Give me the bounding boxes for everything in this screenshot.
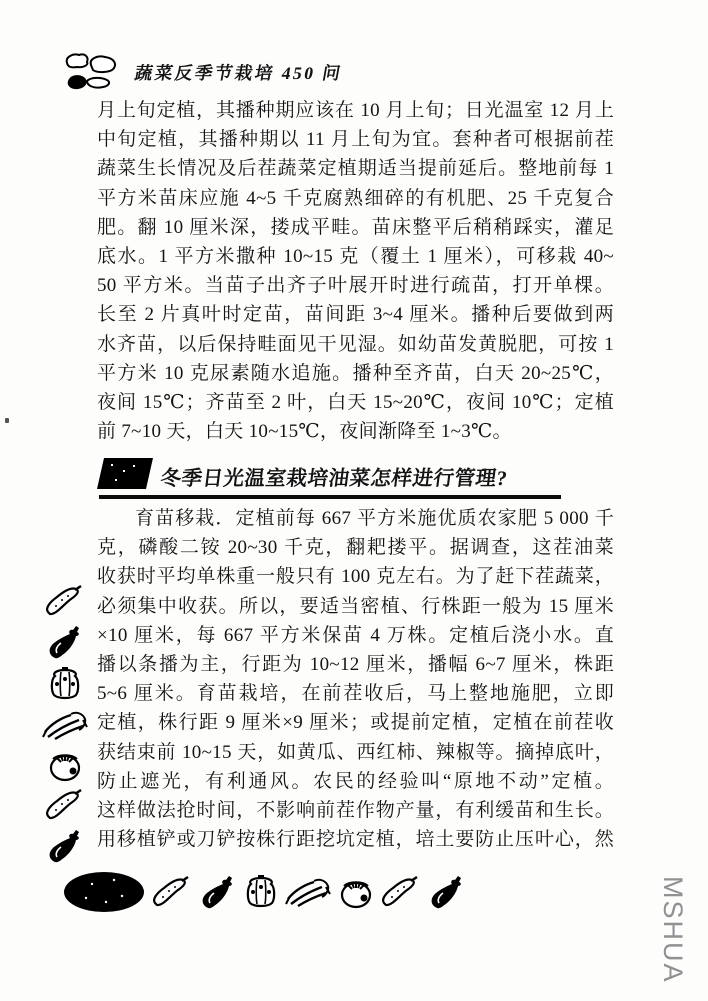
cabbage-icon <box>41 708 89 742</box>
eggplant-icon <box>45 624 85 660</box>
text-line: 50 平方米。当苗子出齐子叶展开时进行疏苗，打开单棵。 <box>97 275 614 297</box>
tomato-icon <box>337 875 375 909</box>
eggplant-icon <box>45 828 85 864</box>
bottom-vegetable-icons <box>62 870 467 914</box>
text-line: 夜间 15℃；齐苗至 2 叶，白天 15~20℃，夜间 10℃；定植 <box>97 391 614 413</box>
cucumber-icon <box>44 584 86 618</box>
black-parallelogram-icon <box>97 458 153 494</box>
text-line: 这样做法抢时间，不影响前茬作物产量，有利缓苗和生长。 <box>97 799 614 821</box>
section-heading-text: 冬季日光温室栽培油菜怎样进行管理? <box>159 468 509 490</box>
text-line: 用移植铲或刀铲按株行距挖坑定植，培土要防止压叶心，然 <box>97 829 614 851</box>
ink-speck <box>5 418 9 423</box>
text-line: 定植，株行距 9 厘米×9 厘米；或提前定植，定植在前茬收 <box>97 712 614 734</box>
text-line: 收获时平均单株重一般只有 100 克左右。为了赶下茬蔬菜， <box>97 566 614 588</box>
paragraph-1 <box>97 96 614 446</box>
bell-pepper-icon <box>47 666 83 702</box>
cucumber-icon <box>380 875 422 909</box>
cucumber-icon <box>44 788 86 822</box>
text-line: 5~6 厘米。育苗栽培，在前茬收后，马上整地施肥，立即 <box>97 683 614 705</box>
text-line: 中旬定植，其播种期以 11 月上旬为宜。套种者可根据前茬 <box>97 129 614 151</box>
heading-underline <box>99 495 561 499</box>
text-line: 防止遮光，有利通风。农民的经验叫“原地不动”定植。 <box>97 770 614 792</box>
text-line: ×10 厘米，每 667 平方米保苗 4 万株。定植后浇小水。直 <box>97 624 614 646</box>
text-line: 育苗移栽．定植前每 667 平方米施优质农家肥 5 000 千 <box>135 508 614 529</box>
text-line: 长至 2 片真叶时定苗，苗间距 3~4 厘米。播种后要做到两 <box>97 304 614 326</box>
text-line: 蔬菜生长情况及后茬蔬菜定植期适当提前延后。整地前每 1 <box>97 158 614 180</box>
text-line: 肥。翻 10 厘米深，搂成平畦。苗床整平后稍稍踩实，灌足 <box>97 216 614 238</box>
text-line: 月上旬定植，其播种期应该在 10 月上旬；日光温室 12 月上 <box>97 100 614 121</box>
margin-vegetable-icons <box>36 584 94 864</box>
tomato-icon <box>46 748 84 782</box>
text-line: 获结束前 10~15 天，如黄瓜、西红柿、辣椒等。摘掉底叶， <box>97 741 614 763</box>
cabbage-icon <box>284 875 332 909</box>
section-heading <box>97 458 509 494</box>
text-line: 必须集中收获。所以，要适当密植、行株距一般为 15 厘米 <box>97 595 614 617</box>
watermark-text: MSHUA <box>658 876 688 984</box>
book-title: 蔬菜反季节栽培 450 问 <box>133 63 345 83</box>
text-line: 播以条播为主，行距为 10~12 厘米，播幅 6~7 厘米，株距 <box>97 653 614 675</box>
cucumber-icon <box>151 875 193 909</box>
text-line: 底水。1 平方米撒种 10~15 克（覆土 1 厘米），可移栽 40~ <box>97 245 614 267</box>
watermelon-icon <box>62 870 146 914</box>
bell-pepper-icon <box>243 874 279 910</box>
eggplant-icon <box>198 874 238 910</box>
text-line: 克，磷酸二铵 20~30 千克，翻耙搂平。据调查，这茬油菜 <box>97 537 614 559</box>
text-line: 平方米苗床应施 4~5 千克腐熟细碎的有机肥、25 千克复合 <box>97 187 614 209</box>
paragraph-2 <box>97 504 614 854</box>
vegetable-cluster-icon <box>61 49 121 98</box>
text-line: 水齐苗，以后保持畦面见干见湿。如幼苗发黄脱肥，可按 1 <box>97 333 614 355</box>
text-line: 前 7~10 天，白天 10~15℃，夜间渐降至 1~3℃。 <box>97 421 512 443</box>
eggplant-icon <box>427 874 467 910</box>
text-line: 平方米 10 克尿素随水追施。播种至齐苗，白天 20~25℃， <box>97 362 614 384</box>
